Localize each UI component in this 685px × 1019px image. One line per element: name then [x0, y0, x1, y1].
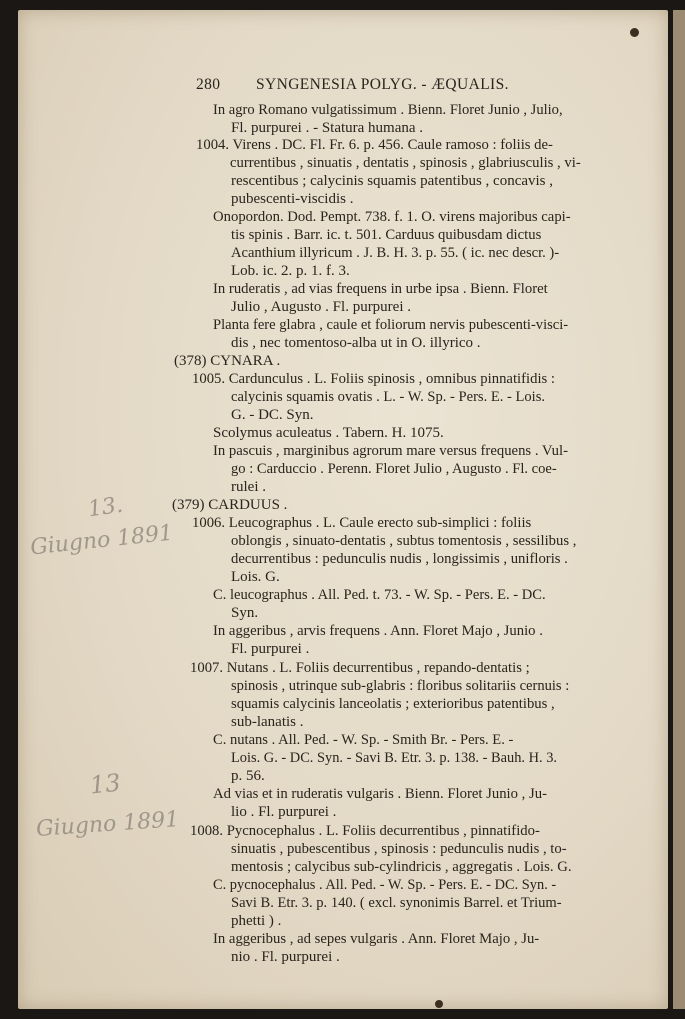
text-line: (378) CYNARA . [174, 353, 281, 369]
text-line: Acanthium illyricum . J. B. H. 3. p. 55. ( ic. nec descr. )- [231, 245, 560, 261]
text-line: tis spinis . Barr. ic. t. 501. Carduus quibusdam dictus [231, 227, 542, 243]
text-line: go : Carduccio . Perenn. Floret Julio , Augusto . Fl. coe- [231, 461, 557, 477]
text-line: oblongis , sinuato-dentatis , subtus tomentosis , sessilibus , [231, 533, 577, 549]
text-line: In aggeribus , ad sepes vulgaris . Ann. Floret Majo , Ju- [213, 931, 540, 947]
text-line: Savi B. Etr. 3. p. 140. ( excl. synonimis Barrel. et Trium- [231, 895, 562, 911]
text-line: currentibus , sinuatis , dentatis , spinosis , glabriusculis , vi- [230, 155, 581, 171]
text-line: Fl. purpurei . - Statura humana . [231, 120, 424, 136]
text-line: 1004. Virens . DC. Fl. Fr. 6. p. 456. Caule ramoso : foliis de- [196, 137, 553, 153]
running-title: SYNGENESIA POLYG. - ÆQUALIS. [256, 76, 509, 93]
text-line: Lois. G. - DC. Syn. - Savi B. Etr. 3. p. 138. - Bauh. H. 3. [231, 750, 558, 766]
text-line: Ad vias et in ruderatis vulgaris . Bienn. Floret Junio , Ju- [213, 786, 547, 802]
text-line: decurrentibus : pedunculis nudis , longissimis , unifloris . [231, 551, 568, 567]
text-line: Lois. G. [231, 569, 280, 585]
text-line: sub-lanatis . [231, 714, 304, 730]
text-line: spinosis , utrinque sub-glabris : floribus solitariis cernuis : [231, 678, 570, 694]
text-line: mentosis ; calycibus sub-cylindricis , aggregatis . Lois. G. [231, 859, 572, 875]
text-line: In aggeribus , arvis frequens . Ann. Floret Majo , Junio . [213, 623, 543, 639]
text-line: phetti ) . [231, 913, 282, 929]
pencil-annotation: Giugno 1891 [29, 520, 175, 561]
text-line: C. leucographus . All. Ped. t. 73. - W. Sp. - Pers. E. - DC. [213, 587, 546, 603]
text-line: Planta fere glabra , caule et foliorum nervis pubescenti-visci- [213, 317, 569, 333]
text-line: p. 56. [231, 768, 265, 784]
text-line: 1005. Cardunculus . L. Foliis spinosis , omnibus pinnatifidis : [192, 371, 556, 387]
text-line: rulei . [231, 479, 266, 495]
text-line: Lob. ic. 2. p. 1. f. 3. [231, 263, 350, 279]
text-line: Scolymus aculeatus . Tabern. H. 1075. [213, 425, 444, 441]
pencil-annotation: 13 [88, 768, 122, 800]
text-line: 1006. Leucographus . L. Caule erecto sub-simplici : foliis [192, 515, 532, 531]
text-line: C. nutans . All. Ped. - W. Sp. - Smith Br. - Pers. E. - [213, 732, 514, 748]
text-line: rescentibus ; calycinis squamis patentibus , concavis , [231, 173, 554, 189]
pencil-annotation: Giugno 1891 [35, 807, 180, 842]
text-line: sinuatis , pubescentibus , spinosis : pedunculis nudis , to- [231, 841, 567, 857]
text-line: Fl. purpurei . [231, 641, 310, 657]
text-line: In pascuis , marginibus agrorum mare versus frequens . Vul- [213, 443, 568, 459]
text-line: 1008. Pycnocephalus . L. Foliis decurrentibus , pinnatifido- [190, 823, 540, 839]
page-number: 280 [196, 76, 221, 93]
text-line: C. pycnocephalus . All. Ped. - W. Sp. - Pers. E. - DC. Syn. - [213, 877, 557, 893]
text-line: lio . Fl. purpurei . [231, 804, 337, 820]
text-line: In ruderatis , ad vias frequens in urbe ipsa . Bienn. Floret [213, 281, 548, 297]
text-line: G. - DC. Syn. [231, 407, 314, 423]
text-line: squamis calycinis lanceolatis ; exterioribus patentibus , [231, 696, 555, 712]
text-line: In agro Romano vulgatissimum . Bienn. Floret Junio , Julio, [213, 102, 563, 118]
text-line: calycinis squamis ovatis . L. - W. Sp. - Pers. E. - Lois. [231, 389, 546, 405]
text-line: 1007. Nutans . L. Foliis decurrentibus , repando-dentatis ; [190, 660, 530, 676]
text-line: (379) CARDUUS . [172, 497, 288, 513]
text-line: Julio , Augusto . Fl. purpurei . [231, 299, 412, 315]
text-line: nio . Fl. purpurei . [231, 949, 340, 965]
pencil-annotation: 13. [86, 492, 125, 523]
text-line: dis , nec tomentoso-alba ut in O. illyrico . [231, 335, 481, 351]
text-line: Onopordon. Dod. Pempt. 738. f. 1. O. virens majoribus capi- [213, 209, 571, 225]
text-line: Syn. [231, 605, 259, 621]
text-line: pubescenti-viscidis . [231, 191, 354, 207]
